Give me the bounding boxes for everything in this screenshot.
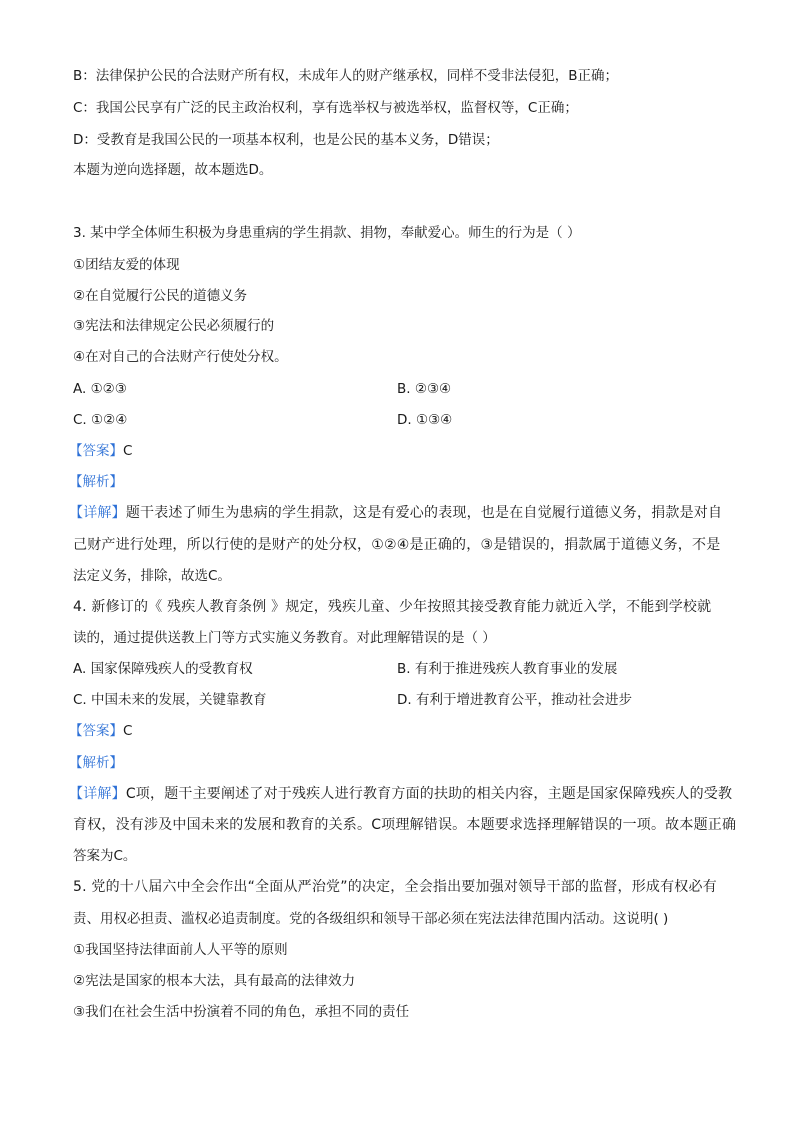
q3-stem: 3. 某中学全体师生积极为身患重病的学生捐款、捐物，奉献爱心。师生的行为是（ ） bbox=[73, 225, 581, 241]
q5-item-1: ①我国坚持法律面前人人平等的原则 bbox=[73, 942, 288, 958]
q4-option-a: A. 国家保障残疾人的受教育权 bbox=[73, 661, 253, 677]
q3-item-1: ①团结友爱的体现 bbox=[73, 257, 180, 273]
q4-option-b: B. 有利于推进残疾人教育事业的发展 bbox=[397, 661, 618, 677]
prev-conclusion: 本题为逆向选择题，故本题选D。 bbox=[73, 162, 273, 178]
q4-detail-text-1: C项，题干主要阐述了对于残疾人进行教育方面的扶助的相关内容，主题是国家保障残疾人的受教 bbox=[125, 786, 733, 802]
q4-stem-line-2: 读的，通过提供送教上门等方式实施义务教育。对此理解错误的是（ ） bbox=[73, 630, 496, 646]
q4-option-d: D. 有利于增进教育公平，推动社会进步 bbox=[397, 692, 632, 708]
q3-detail-line-3: 法定义务，排除，故选C。 bbox=[73, 568, 231, 584]
q3-item-3: ③宪法和法律规定公民必须履行的 bbox=[73, 318, 275, 334]
q4-detail-line-3: 答案为C。 bbox=[73, 848, 137, 864]
q4-analysis-tag: 【解析】 bbox=[69, 755, 123, 771]
q3-detail-tag: 【详解】 bbox=[69, 505, 126, 521]
q5-stem-line-1: 5. 党的十八届六中全会作出“全面从严治党”的决定，全会指出要加强对领导干部的监督，形成有权必有 bbox=[73, 879, 717, 895]
prev-option-d-analysis: D：受教育是我国公民的一项基本权利，也是公民的基本义务，D错误； bbox=[73, 132, 499, 148]
q3-detail-text-1: 题干表述了师生为患病的学生捐款，这是有爱心的表现，也是在自觉履行道德义务，捐款是对自 bbox=[125, 505, 723, 521]
q3-answer-tag: 【答案】 bbox=[69, 443, 123, 459]
q3-answer bbox=[69, 441, 719, 461]
q3-option-c: C. ①②④ bbox=[73, 412, 128, 428]
prev-option-b-analysis: B：法律保护公民的合法财产所有权，未成年人的财产继承权，同样不受非法侵犯，B正确； bbox=[73, 68, 619, 84]
q3-analysis-tag: 【解析】 bbox=[69, 474, 123, 490]
q3-item-2: ②在自觉履行公民的道德义务 bbox=[73, 288, 248, 304]
q3-option-a: A. ①②③ bbox=[73, 381, 127, 397]
q4-option-c: C. 中国未来的发展，关键靠教育 bbox=[73, 692, 267, 708]
prev-option-c-analysis: C：我国公民享有广泛的民主政治权利，享有选举权与被选举权，监督权等，C正确； bbox=[73, 100, 578, 116]
q4-detail-line-2: 育权，没有涉及中国未来的发展和教育的关系。C项理解错误。本题要求选择理解错误的一项。故本题正确 bbox=[73, 817, 737, 833]
q5-stem-line-2: 责、用权必担责、滥权必追责制度。党的各级组织和领导干部必须在宪法法律范围内活动。这说明( ) bbox=[73, 911, 669, 927]
q3-answer-value: C bbox=[123, 443, 133, 459]
q4-answer bbox=[69, 721, 719, 741]
q4-answer-tag: 【答案】 bbox=[69, 723, 123, 739]
q5-item-3: ③我们在社会生活中扮演着不同的角色，承担不同的责任 bbox=[73, 1004, 410, 1020]
q3-detail-line-1 bbox=[69, 503, 723, 523]
q4-detail-tag: 【详解】 bbox=[69, 786, 126, 802]
q3-option-b: B. ②③④ bbox=[397, 381, 452, 397]
q4-answer-value: C bbox=[123, 723, 133, 739]
q4-detail-line-1 bbox=[69, 784, 733, 804]
q4-stem-line-1: 4. 新修订的《 残疾人教育条例 》规定，残疾儿童、少年按照其接受教育能力就近入学，不能到学校就 bbox=[73, 599, 712, 615]
q3-option-d: D. ①③④ bbox=[397, 412, 453, 428]
q5-item-2: ②宪法是国家的根本大法，具有最高的法律效力 bbox=[73, 973, 356, 989]
q3-item-4: ④在对自己的合法财产行使处分权。 bbox=[73, 349, 288, 365]
q3-detail-line-2: 己财产进行处理，所以行使的是财产的处分权，①②④是正确的，③是错误的，捐款属于道德义务，不是 bbox=[73, 537, 721, 553]
